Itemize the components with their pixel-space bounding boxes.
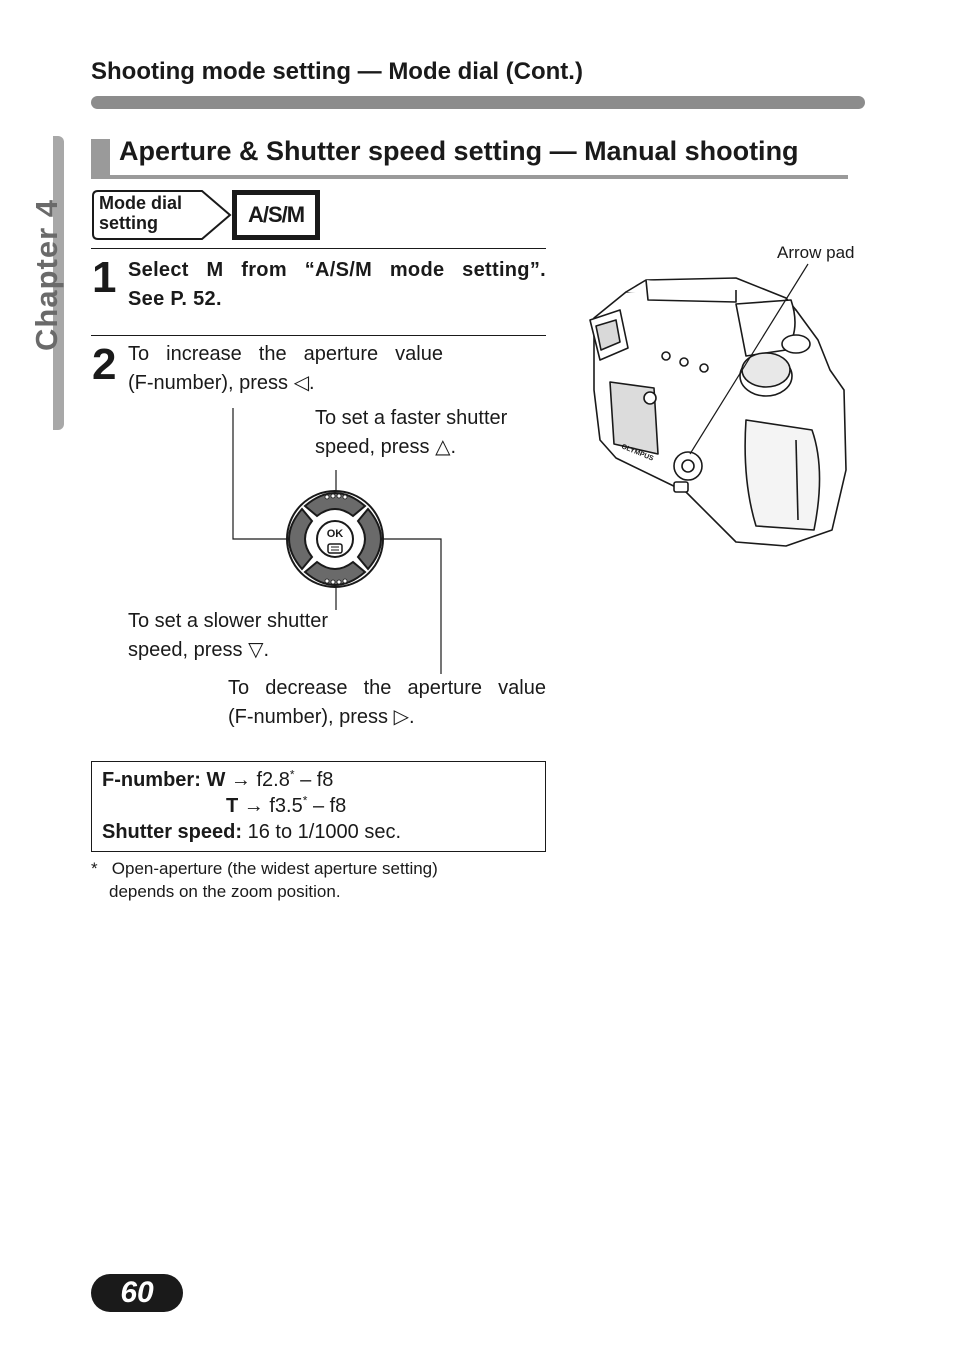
- step2-number: 2: [92, 340, 117, 389]
- mode-dial-label-line1: Mode dial: [99, 193, 183, 213]
- range-dash: –: [300, 769, 312, 791]
- arrow-icon: →: [243, 795, 264, 817]
- step1-page-reference: See P. 52.: [128, 288, 222, 310]
- increase-word: To: [128, 343, 150, 365]
- ok-label: OK: [326, 528, 344, 540]
- chapter-tab-label: Chapter 4: [29, 199, 64, 351]
- decrease-word: value: [498, 677, 546, 699]
- decrease-word: aperture: [407, 677, 483, 699]
- down-arrow-symbol: ▽: [248, 639, 264, 661]
- slower-shutter-line2: speed, press ▽.: [128, 639, 270, 661]
- camera-illustration: [586, 270, 848, 550]
- left-arrow-symbol: ◁: [293, 372, 309, 394]
- mode-dial-label-line2: setting: [99, 213, 159, 233]
- increase-word: value: [395, 343, 443, 365]
- shutter-button: [782, 335, 810, 353]
- shutter-value: 16 to 1/1000 sec.: [247, 821, 402, 843]
- footnote: [91, 857, 438, 903]
- right-arrow-symbol: ▷: [393, 706, 409, 728]
- arrow-icon: →: [230, 769, 251, 791]
- menu-icon: [328, 544, 342, 553]
- asterisk-mark: *: [302, 793, 308, 808]
- w-range-end: f8: [316, 769, 334, 791]
- increase-word: the: [258, 343, 287, 365]
- fnumber-w-row: [102, 768, 333, 792]
- step1-word: Select: [128, 259, 189, 281]
- step1-word: mode: [389, 259, 445, 281]
- asm-mode-badge-text: A/S/M: [236, 194, 316, 236]
- page-number: 60: [91, 1274, 183, 1312]
- fnumber-t-row: [226, 794, 346, 818]
- range-dash: –: [312, 795, 325, 817]
- step1-number: 1: [92, 253, 117, 302]
- decrease-word: the: [363, 677, 392, 699]
- leader-line-left: [233, 408, 289, 539]
- increase-word: aperture: [303, 343, 379, 365]
- footnote-line2: depends on the zoom position.: [109, 882, 341, 901]
- t-label: T: [226, 795, 239, 817]
- w-range-start: f2.8: [256, 769, 290, 791]
- decrease-aperture-line2: (F-number), press ▷.: [228, 706, 415, 728]
- step1-word: “A/S/M: [304, 259, 373, 281]
- fnumber-label: F-number:: [102, 769, 201, 791]
- arrow-pad-callout: Arrow pad: [777, 243, 855, 262]
- shutter-label: Shutter speed:: [102, 821, 243, 843]
- faster-shutter-line1: To set a faster shutter: [315, 407, 508, 429]
- increase-word: increase: [166, 343, 242, 365]
- running-header: Shooting mode setting — Mode dial (Cont.): [91, 58, 583, 85]
- slower-shutter-line1: To set a slower shutter: [128, 610, 329, 632]
- t-range-start: f3.5: [269, 795, 303, 817]
- camera-grip: [745, 420, 819, 530]
- asterisk-mark: *: [289, 767, 295, 782]
- step1-word: from: [241, 259, 287, 281]
- shutter-speed-row: [102, 820, 401, 844]
- decrease-word: To: [228, 677, 250, 699]
- increase-aperture-line2: (F-number), press ◁.: [128, 372, 315, 394]
- decrease-word: decrease: [265, 677, 348, 699]
- section-title: Aperture & Shutter speed setting — Manual shooting: [119, 136, 799, 166]
- t-range-end: f8: [329, 795, 347, 817]
- brand-label: OLYMPUS: [620, 443, 655, 463]
- spec-box: [91, 761, 546, 852]
- faster-shutter-line2: speed, press △.: [315, 436, 457, 458]
- up-arrow-symbol: △: [435, 436, 451, 458]
- leader-line-right: [380, 539, 441, 674]
- w-label: W: [206, 769, 226, 791]
- step1-word: setting”.: [462, 259, 546, 281]
- footnote-line1: * Open-aperture (the widest aperture setting): [91, 859, 438, 878]
- footnote-marker: *: [91, 859, 98, 878]
- power-button: [644, 392, 656, 404]
- step1-word: M: [206, 259, 224, 281]
